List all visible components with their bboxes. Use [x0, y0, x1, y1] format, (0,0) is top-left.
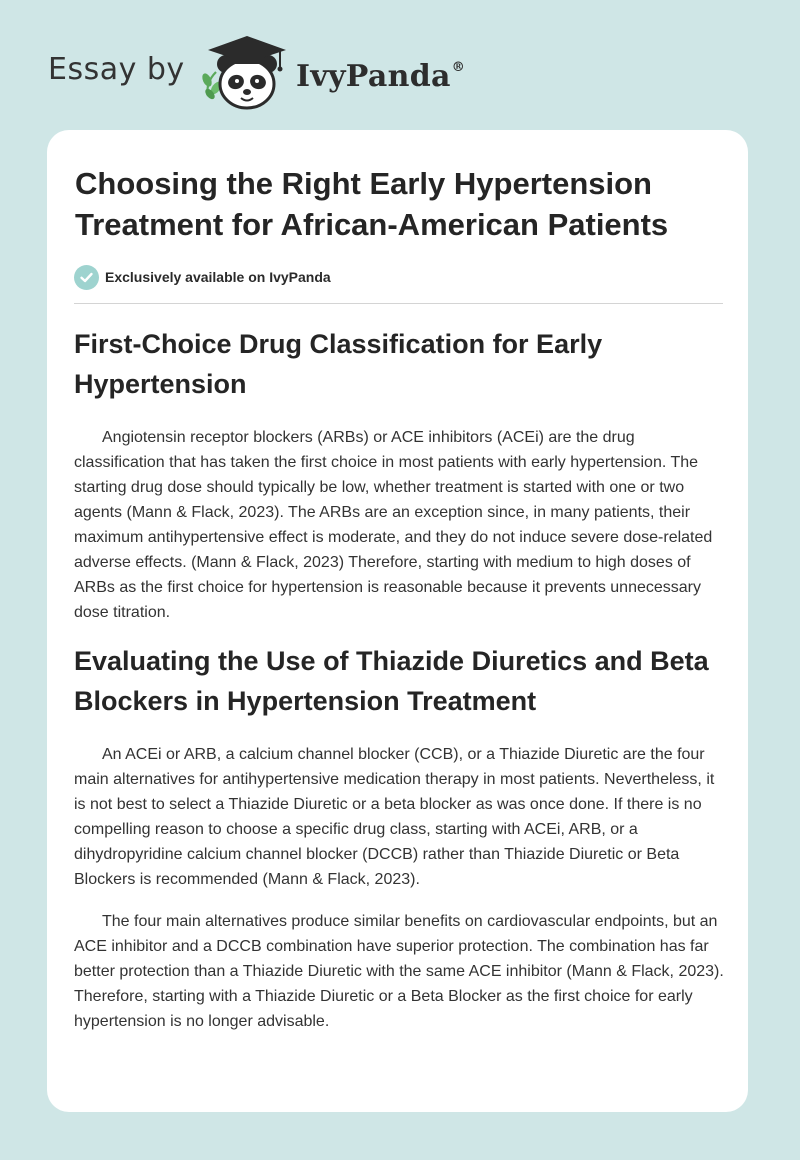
essay-card [47, 130, 748, 1112]
panda-graduate-icon [198, 30, 294, 110]
section-paragraph: Angiotensin receptor blockers (ARBs) or ACE inhibitors (ACEi) are the drug classification that has taken the first choice in most patients with early hypertension. The starting drug dose should typically be low, whether treatment is started with one or two agents (Mann & Flack, 2023). The ARBs are an exception since, in many patients, their maximum antihypertensive effect is moderate, and they do not induce severe dose-related adverse effects. (Mann & Flack, 2023) Therefore, starting with medium to high doses of ARBs as the first choice for hypertension is reasonable because it prevents unnecessary dose titration. [74, 429, 713, 621]
site-header [0, 0, 800, 120]
essay-by-label: Essay by [48, 52, 185, 87]
registered-mark: ® [451, 60, 466, 75]
brand-name: IvyPanda® [296, 59, 466, 94]
section-paragraph: The four main alternatives produce similar benefits on cardiovascular endpoints, but an ACE inhibitor and a DCCB combination have superior protection. The combination has far better protection than a Thiazide Diuretic with the same ACE inhibitor (Mann & Flack, 2023). Therefore, starting with a Thiazide Diuretic or a Beta Blocker as the first choice for early hypertension is no longer advisable. [74, 913, 724, 1030]
section-heading-first-choice: First-Choice Drug Classification for Early Hypertension [74, 329, 603, 399]
page-title: Choosing the Right Early Hypertension Treatment for African-American Patients [75, 166, 669, 242]
check-icon [74, 265, 99, 290]
section-paragraph: An ACEi or ARB, a calcium channel blocker (CCB), or a Thiazide Diuretic are the four main alternatives for antihypertensive medication therapy in most patients. Nevertheless, it is not best to select a Thiazide Diuretic or a beta blocker as was once done. If there is no compelling reason to choose a specific drug class, starting with ACEi, ARB, or a dihydropyridine calcium channel blocker (DCCB) rather than Thiazide Diuretic or Beta Blockers is recommended (Mann & Flack, 2023). [74, 746, 715, 888]
title-divider [74, 303, 723, 304]
exclusive-label: Exclusively available on IvyPanda [105, 269, 331, 285]
section-heading-thiazide-beta: Evaluating the Use of Thiazide Diuretics and Beta Blockers in Hypertension Treatment [74, 646, 709, 716]
exclusive-badge [74, 264, 331, 290]
